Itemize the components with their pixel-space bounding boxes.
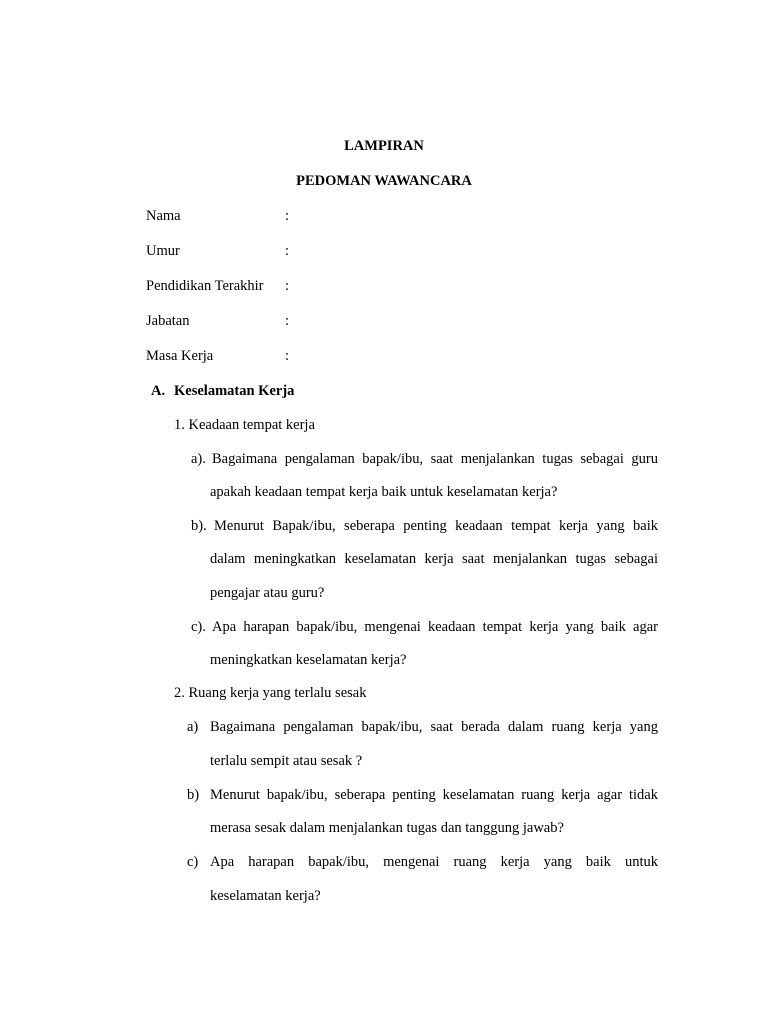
field-colon: :	[285, 208, 290, 224]
question-marker: b)	[187, 787, 200, 803]
question-line: Menurut bapak/ibu, seberapa penting keselamatan ruang kerja agar tidak	[210, 787, 658, 803]
field-colon: :	[285, 243, 290, 259]
field-label-jabatan: Jabatan	[146, 313, 190, 329]
question-marker: a)	[187, 719, 199, 735]
field-colon: :	[285, 313, 290, 329]
question-marker: b).	[191, 518, 207, 534]
question-line: apakah keadaan tempat kerja baik untuk keselamatan kerja?	[210, 484, 558, 500]
question-line: merasa sesak dalam menjalankan tugas dan tanggung jawab?	[210, 820, 564, 836]
question-line: Bagaimana pengalaman bapak/ibu, saat menjalankan tugas sebagai guru	[212, 451, 658, 467]
question-marker: c)	[187, 854, 199, 870]
section-title: Keselamatan Kerja	[174, 383, 295, 399]
question-line: keselamatan kerja?	[210, 888, 321, 904]
section-marker: A.	[151, 383, 166, 399]
question-line: meningkatkan keselamatan kerja?	[210, 652, 407, 668]
question-line: pengajar atau guru?	[210, 585, 325, 601]
field-label-masa-kerja: Masa Kerja	[146, 348, 214, 364]
field-label-pendidikan: Pendidikan Terakhir	[146, 278, 264, 294]
question-line: dalam meningkatkan keselamatan kerja saat menjalankan tugas sebagai	[210, 551, 658, 567]
question-marker: c).	[191, 619, 206, 635]
document-title: LAMPIRAN	[344, 138, 424, 154]
question-line: Apa harapan bapak/ibu, mengenai ruang kerja yang baik untuk	[210, 854, 658, 870]
topic-heading: 1. Keadaan tempat kerja	[174, 417, 315, 433]
question-marker: a).	[191, 451, 206, 467]
field-label-nama: Nama	[146, 208, 181, 224]
field-colon: :	[285, 278, 290, 294]
field-label-umur: Umur	[146, 243, 180, 259]
question-line: Bagaimana pengalaman bapak/ibu, saat berada dalam ruang kerja yang	[210, 719, 658, 735]
field-colon: :	[285, 348, 290, 364]
document-subtitle: PEDOMAN WAWANCARA	[296, 173, 472, 189]
question-line: Menurut Bapak/ibu, seberapa penting keadaan tempat kerja yang baik	[214, 518, 658, 534]
question-line: terlalu sempit atau sesak ?	[210, 753, 363, 769]
topic-heading: 2. Ruang kerja yang terlalu sesak	[174, 685, 367, 701]
question-line: Apa harapan bapak/ibu, mengenai keadaan tempat kerja yang baik agar	[212, 619, 658, 635]
